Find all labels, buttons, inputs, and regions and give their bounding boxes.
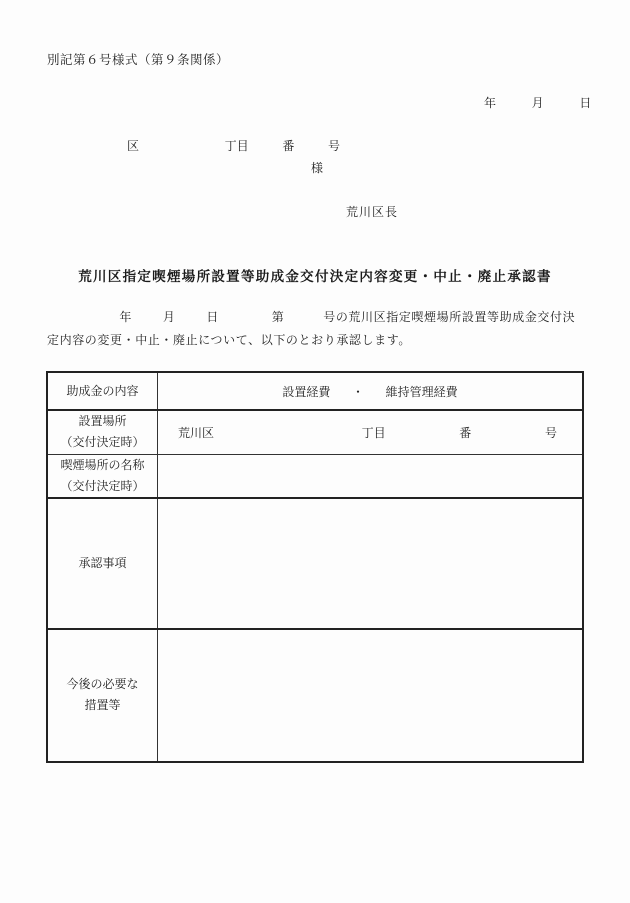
label-measures-line2: 措置等	[84, 698, 121, 712]
location-ban: 番	[459, 425, 472, 440]
form-number-label: 別記第６号様式（第９条関係）	[47, 52, 230, 67]
value-place-name[interactable]	[158, 454, 584, 498]
table-row-location	[47, 410, 583, 454]
label-measures-line1: 今後の必要な	[66, 677, 139, 691]
label-place-name	[47, 454, 158, 498]
table-row-place-name	[47, 454, 583, 498]
approval-form-table	[46, 371, 584, 763]
option-maintenance-cost: 維持管理経費	[385, 384, 458, 399]
option-separator: ・	[351, 384, 364, 399]
address-go: 号	[328, 139, 341, 153]
location-chome: 丁目	[361, 425, 386, 440]
issue-date	[484, 94, 591, 111]
recipient-honorific: 様	[311, 161, 324, 175]
label-necessary-measures	[47, 629, 158, 762]
option-installation-cost: 設置経費	[282, 384, 331, 399]
body-line-2: 定内容の変更・中止・廃止について、以下のとおり承認します。	[47, 333, 411, 347]
location-go: 号	[544, 425, 557, 440]
address-ward: 区	[127, 139, 140, 153]
table-row-subsidy-content	[47, 372, 583, 410]
location-ward: 荒川区	[178, 425, 215, 440]
body-dai: 第	[271, 310, 285, 324]
label-approval-items: 承認事項	[47, 498, 158, 629]
body-line-1	[47, 308, 575, 325]
label-subsidy-content: 助成金の内容	[47, 372, 158, 410]
value-necessary-measures[interactable]	[158, 629, 584, 762]
address-chome: 丁目	[224, 139, 249, 153]
body-year: 年	[119, 310, 133, 324]
table-row-necessary-measures	[47, 629, 583, 762]
document-title: 荒川区指定喫煙場所設置等助成金交付決定内容変更・中止・廃止承認書	[78, 269, 552, 285]
issuer-name: 荒川区長	[346, 205, 399, 219]
address-ban: 番	[282, 139, 295, 153]
date-year: 年	[484, 96, 497, 110]
label-place-name-line2: （交付決定時）	[60, 478, 145, 493]
value-subsidy-content	[158, 372, 584, 410]
label-location-line1: 設置場所	[78, 414, 127, 429]
label-place-name-line1: 喫煙場所の名称	[60, 457, 145, 472]
label-location-line2: （交付決定時）	[60, 435, 145, 450]
value-location[interactable]	[158, 410, 584, 454]
body-month: 月	[162, 310, 176, 324]
table-row-approval-items	[47, 498, 583, 629]
body-day: 日	[206, 310, 219, 324]
date-day: 日	[579, 96, 592, 110]
label-location	[47, 410, 158, 454]
body-line1-text: 号の荒川区指定喫煙場所設置等助成金交付決	[323, 310, 576, 324]
date-month: 月	[531, 96, 544, 110]
value-approval-items[interactable]	[158, 498, 584, 629]
recipient-address	[127, 137, 340, 154]
